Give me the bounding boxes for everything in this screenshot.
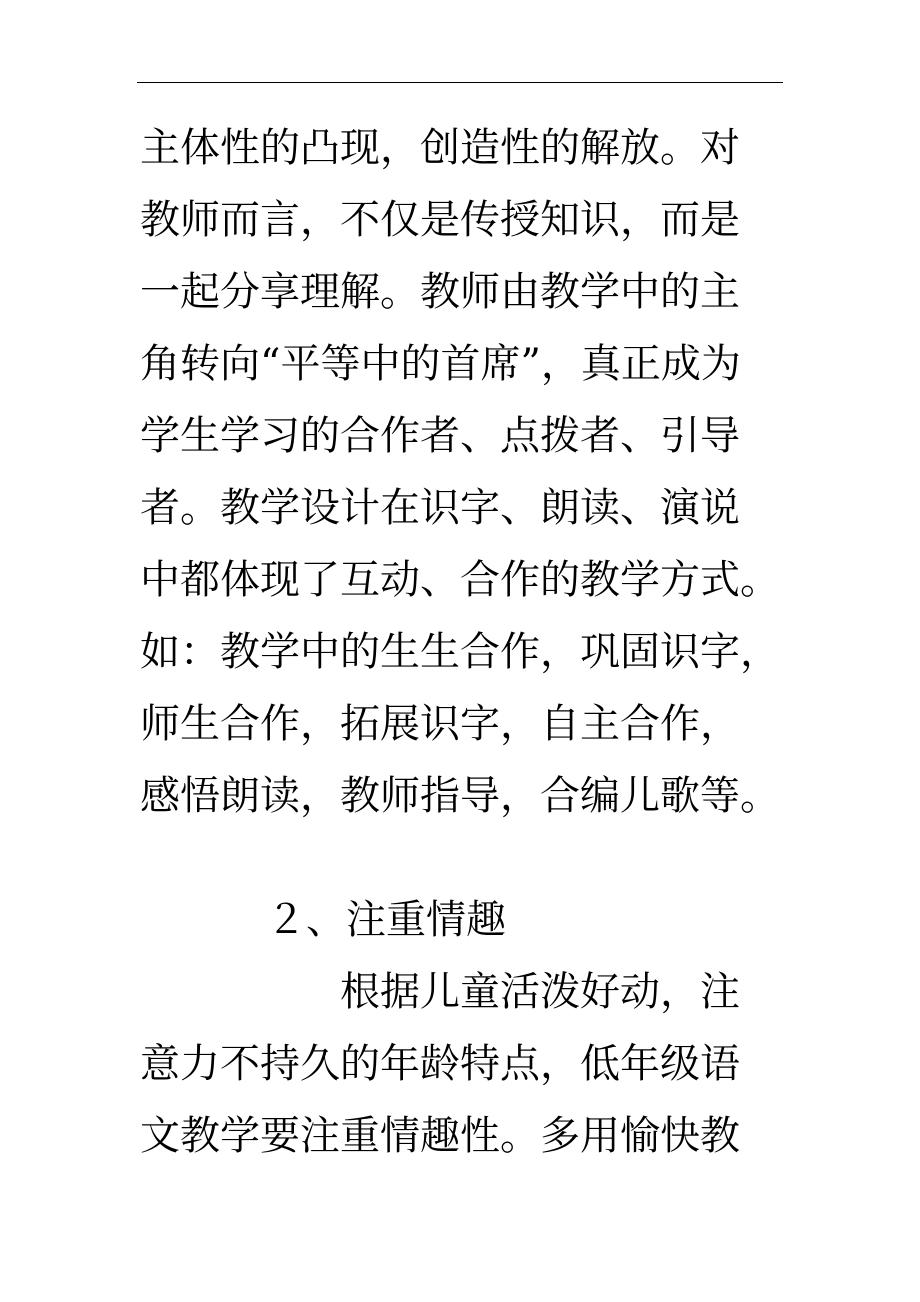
paragraph-line: 学生学习的合作者、点拨者、引导	[140, 413, 740, 459]
paragraph-line: 意力不持久的年龄特点，低年级语	[140, 1041, 740, 1087]
paragraph-line: 主体性的凸现，创造性的解放。对	[140, 125, 740, 171]
section-heading: ２、注重情趣	[266, 897, 506, 943]
paragraph-line: 角转向“平等中的首席”，真正成为	[140, 341, 741, 387]
paragraph-line: 者。教学设计在识字、朗读、演说	[140, 485, 740, 531]
header-rule	[137, 82, 783, 83]
paragraph-line: 中都体现了互动、合作的教学方式。	[140, 557, 780, 603]
paragraph-line: 如：教学中的生生合作，巩固识字，	[140, 629, 780, 675]
paragraph-line: 师生合作，拓展识字，自主合作，	[140, 701, 740, 747]
paragraph-line: 一起分享理解。教师由教学中的主	[140, 269, 740, 315]
paragraph-line: 感悟朗读，教师指导，合编儿歌等。	[140, 773, 780, 819]
paragraph-line: 根据儿童活泼好动，注	[340, 969, 740, 1015]
paragraph-line: 教师而言，不仅是传授知识，而是	[140, 197, 740, 243]
paragraph-line: 文教学要注重情趣性。多用愉快教	[140, 1113, 740, 1159]
